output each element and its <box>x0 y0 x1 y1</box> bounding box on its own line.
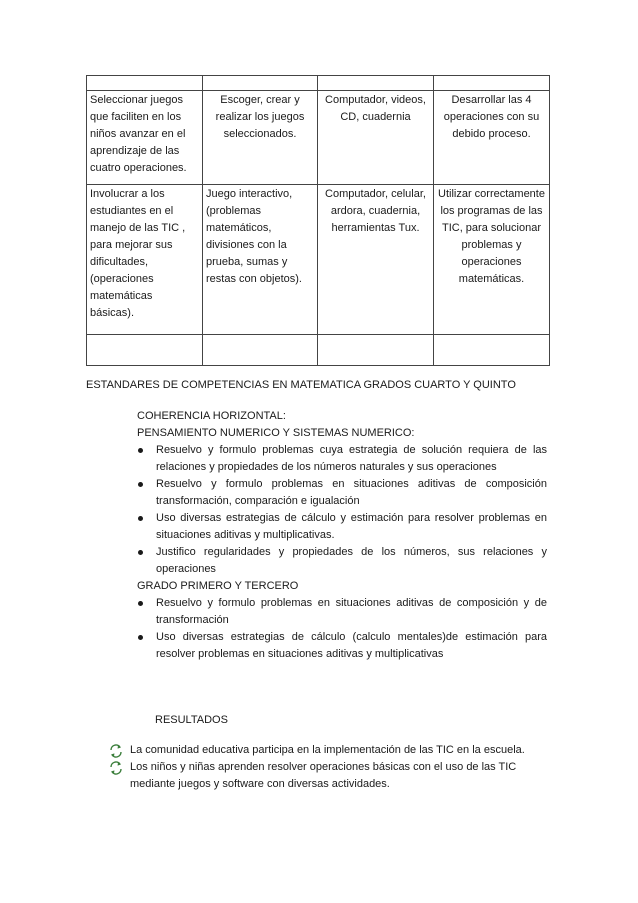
list-item: Justifico regularidades y propiedades de los números, sus relaciones y operaciones <box>137 544 547 578</box>
table-row <box>87 185 550 335</box>
cycle-arrows-icon <box>108 743 124 759</box>
bullet-icon <box>138 448 143 453</box>
list-item: Uso diversas estrategias de cálculo (calculo mentales)de estimación para resolver problemas en situaciones aditivas y multiplicativas <box>137 629 547 663</box>
table-cell <box>87 76 203 91</box>
table-cell <box>318 76 434 91</box>
list-item: Los niños y niñas aprenden resolver operaciones básicas con el uso de las TIC mediante juegos y software con diversas actividades. <box>108 759 528 793</box>
table-cell-activity: Escoger, crear y realizar los juegos seleccionados. <box>203 91 318 185</box>
grado-label: GRADO PRIMERO Y TERCERO <box>137 580 299 592</box>
list-item: Uso diversas estrategias de cálculo y estimación para resolver problemas en situaciones aditivas y multiplicativas. <box>137 510 547 544</box>
bullet-icon <box>138 516 143 521</box>
table-cell-objective: Involucrar a los estudiantes en el manejo de las TIC , para mejorar sus dificultades, (operaciones matemáticas básicas). <box>87 185 203 335</box>
standards-list <box>137 442 547 578</box>
list-item: Resuelvo y formulo problemas cuya estrategia de solución requiera de las relaciones y propiedades de los números naturales y sus operaciones <box>137 442 547 476</box>
coherencia-label: COHERENCIA HORIZONTAL: <box>137 410 286 422</box>
section-heading: ESTANDARES DE COMPETENCIAS EN MATEMATICA GRADOS CUARTO Y QUINTO <box>86 379 516 391</box>
table-cell-result: Desarrollar las 4 operaciones con su debido proceso. <box>434 91 550 185</box>
activities-table <box>86 75 550 366</box>
table-row <box>87 76 550 91</box>
table-cell <box>434 76 550 91</box>
table-cell-resources: Computador, celular, ardora, cuadernia, herramientas Tux. <box>318 185 434 335</box>
grado-list <box>137 595 547 663</box>
table-cell <box>434 335 550 366</box>
cycle-arrows-icon <box>108 760 124 776</box>
list-item: La comunidad educativa participa en la implementación de las TIC en la escuela. <box>108 742 528 759</box>
bullet-icon <box>138 601 143 606</box>
table-cell-result: Utilizar correctamente los programas de las TIC, para solucionar problemas y operaciones matemáticas. <box>434 185 550 335</box>
table-cell <box>203 76 318 91</box>
table-cell-objective: Seleccionar juegos que faciliten en los niños avanzar en el aprendizaje de las cuatro operaciones. <box>87 91 203 185</box>
table-cell <box>87 335 203 366</box>
results-list <box>108 742 528 793</box>
list-item: Resuelvo y formulo problemas en situaciones aditivas de composición y de transformación <box>137 595 547 629</box>
table-cell <box>318 335 434 366</box>
table-row <box>87 91 550 185</box>
table-row <box>87 335 550 366</box>
table-cell-resources: Computador, videos, CD, cuadernia <box>318 91 434 185</box>
pensamiento-label: PENSAMIENTO NUMERICO Y SISTEMAS NUMERICO: <box>137 427 415 439</box>
standards-block <box>137 408 547 663</box>
table-cell-activity: Juego interactivo, (problemas matemáticos, divisiones con la prueba, sumas y restas con objetos). <box>203 185 318 335</box>
bullet-icon <box>138 550 143 555</box>
bullet-icon <box>138 482 143 487</box>
results-title: RESULTADOS <box>155 714 228 726</box>
table-cell <box>203 335 318 366</box>
list-item: Resuelvo y formulo problemas en situaciones aditivas de composición transformación, comparación e igualación <box>137 476 547 510</box>
bullet-icon <box>138 635 143 640</box>
